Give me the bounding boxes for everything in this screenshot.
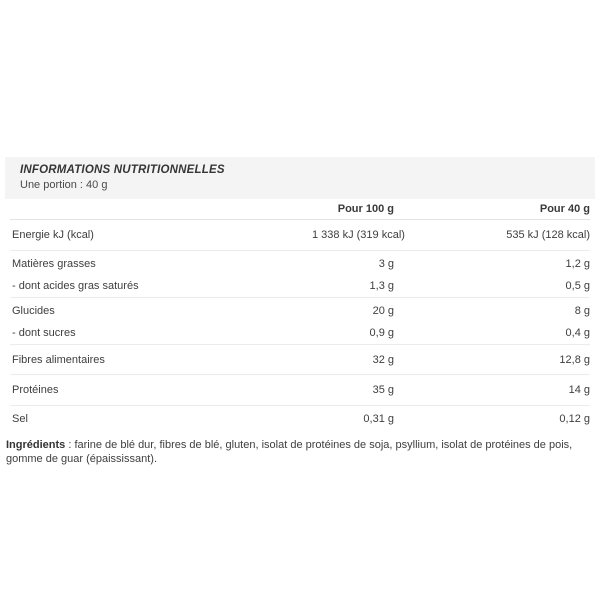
row-label: Energie kJ (kcal)	[12, 229, 94, 241]
table-row-carbs	[10, 298, 590, 322]
row-label: Protéines	[12, 384, 59, 396]
column-header-per-100g: Pour 100 g	[337, 203, 394, 215]
row-label: Glucides	[12, 304, 55, 317]
table-row-fiber	[10, 345, 590, 374]
table-row-protein	[10, 375, 590, 405]
table-group-salt	[10, 406, 590, 432]
row-value-per-100g: 3 g	[378, 257, 394, 270]
row-label: - dont acides gras saturés	[12, 280, 139, 292]
nutrition-title: INFORMATIONS NUTRITIONNELLES	[20, 164, 225, 176]
table-row-fat	[10, 251, 590, 275]
nutrition-header-band	[5, 157, 595, 199]
row-label: - dont sucres	[12, 327, 76, 339]
row-value-per-40g: 0,12 g	[559, 413, 590, 425]
row-value-per-100g: 0,31 g	[363, 413, 394, 425]
row-value-per-40g: 535 kJ (128 kcal)	[506, 229, 590, 241]
ingredients-text: : farine de blé dur, fibres de blé, gluten, isolat de protéines de soja, psyllium, isolat de protéines de pois, gomme de guar (épaississant).	[6, 439, 573, 465]
ingredients-label: Ingrédients	[6, 439, 66, 451]
table-row-saturated-fat	[10, 275, 590, 297]
row-label: Matières grasses	[12, 257, 96, 270]
row-value-per-100g: 1 338 kJ (319 kcal)	[312, 229, 405, 241]
table-row-sugars	[10, 322, 590, 344]
nutrition-table	[10, 199, 590, 432]
row-value-per-40g: 14 g	[568, 384, 590, 396]
row-value-per-100g: 35 g	[372, 384, 394, 396]
row-value-per-100g: 32 g	[372, 353, 394, 366]
nutrition-section	[0, 157, 600, 466]
table-group-fiber	[10, 345, 590, 375]
portion-subtitle: Une portion : 40 g	[20, 179, 108, 191]
table-group-energy	[10, 220, 590, 251]
table-row-salt	[10, 406, 590, 432]
row-value-per-100g: 20 g	[372, 304, 394, 317]
row-value-per-40g: 0,4 g	[565, 327, 590, 339]
row-value-per-40g: 12,8 g	[559, 353, 590, 366]
column-header-per-40g: Pour 40 g	[539, 203, 590, 215]
row-value-per-100g: 1,3 g	[369, 280, 394, 292]
row-value-per-40g: 8 g	[574, 304, 590, 317]
row-value-per-100g: 0,9 g	[369, 327, 394, 339]
row-label: Fibres alimentaires	[12, 353, 105, 366]
row-label: Sel	[12, 413, 28, 425]
row-value-per-40g: 0,5 g	[565, 280, 590, 292]
table-row-energy	[10, 220, 590, 250]
table-group-protein	[10, 375, 590, 406]
column-header-row	[10, 199, 590, 220]
table-group-carbs	[10, 298, 590, 345]
row-value-per-40g: 1,2 g	[565, 257, 590, 270]
table-group-fat	[10, 251, 590, 298]
ingredients-line	[6, 438, 590, 466]
